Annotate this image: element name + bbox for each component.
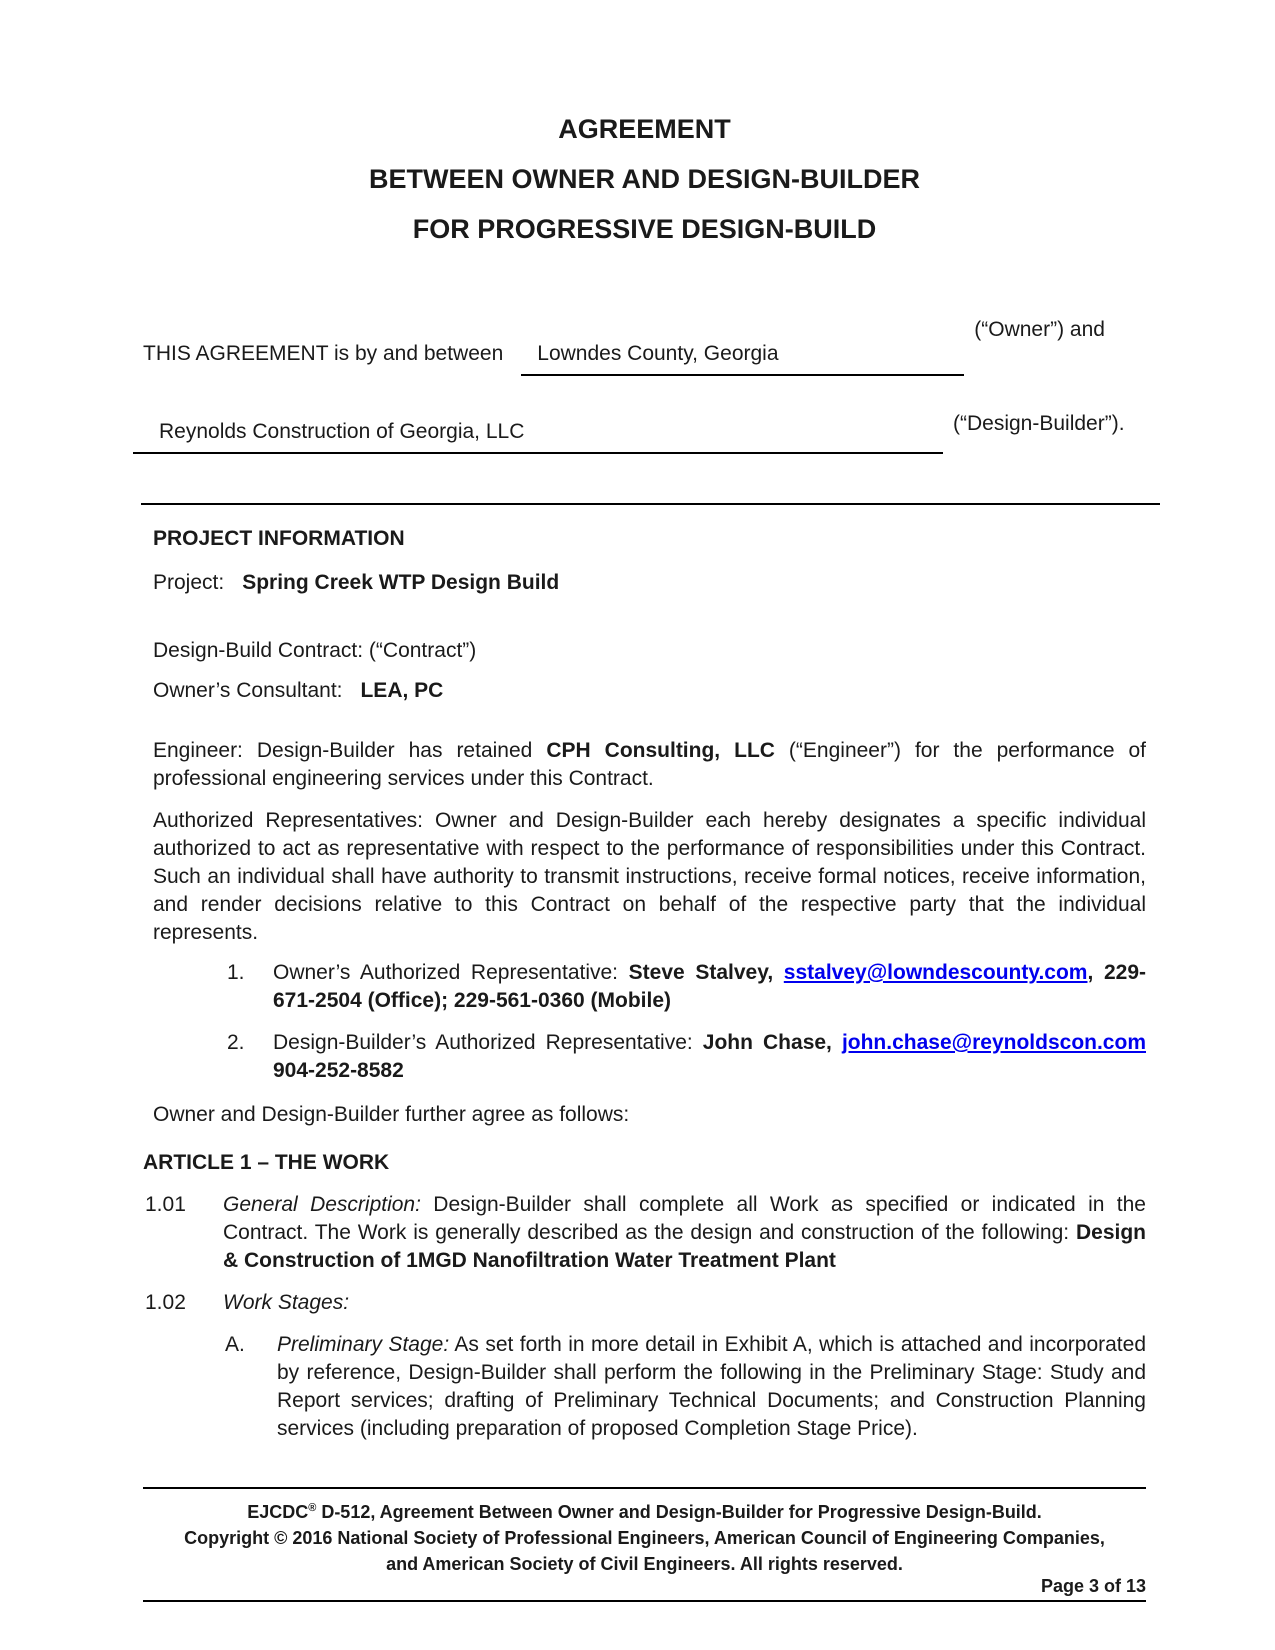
- owner-tag-label: (“Owner”) and: [974, 318, 1105, 341]
- section-number: 1.01: [145, 1193, 186, 1216]
- section-text: [223, 1191, 1146, 1275]
- owner-rep-email-link[interactable]: sstalvey@lowndescounty.com: [783, 961, 1088, 984]
- footer-line-2: Copyright © 2016 National Society of Professional Engineers, American Council of Engineering Companies,: [184, 1528, 1105, 1548]
- list-item-number: 1.: [227, 961, 245, 984]
- page-footer: [143, 1487, 1146, 1602]
- section-1-02-lead: Work Stages:: [223, 1291, 350, 1314]
- owner-rep-name: Steve Stalvey,: [628, 961, 784, 984]
- project-line: [153, 569, 1146, 597]
- subsection-a: [143, 1331, 1146, 1443]
- list-item-design-builder-rep: [143, 1029, 1146, 1085]
- section-text: [223, 1289, 1146, 1317]
- list-item-text: [273, 1029, 1146, 1085]
- section-1-02: [143, 1289, 1146, 1317]
- section-number: 1.02: [145, 1291, 186, 1314]
- footer-bottom-rule: [143, 1600, 1146, 1602]
- agreement-intro-text: THIS AGREEMENT is by and between: [143, 342, 504, 365]
- engineer-paragraph: [153, 737, 1146, 793]
- footer-line-3: and American Society of Civil Engineers. All rights reserved.: [386, 1554, 903, 1574]
- design-builder-tag-label: (“Design-Builder”).: [953, 412, 1125, 435]
- section-1-01-bold-tail: Design & Construction of 1MGD Nanofiltration Water Treatment Plant: [223, 1221, 1146, 1272]
- design-builder-rep-phone: 904-252-8582: [273, 1059, 404, 1082]
- title-line-1: AGREEMENT: [558, 114, 731, 144]
- section-1-01: [143, 1191, 1146, 1275]
- engineer-paragraph-pre: Engineer: Design-Builder has retained: [153, 739, 547, 762]
- article-1-heading: ARTICLE 1 – THE WORK: [143, 1151, 390, 1174]
- section-1-01-body: Design-Builder shall complete all Work as specified or indicated in the Contract. The Work is generally described as the design and construction of the following:: [223, 1193, 1146, 1244]
- list-item-owner-rep: [143, 959, 1146, 1015]
- list-item-number: 2.: [227, 1031, 245, 1054]
- design-builder-rep-email-link[interactable]: john.chase@reynoldscon.com: [841, 1031, 1146, 1054]
- owner-rep-label: Owner’s Authorized Representative:: [273, 961, 629, 984]
- agree-line: Owner and Design-Builder further agree as follows:: [153, 1103, 630, 1126]
- page-number: Page 3 of 13: [1040, 1576, 1146, 1596]
- list-item-text: [273, 959, 1146, 1015]
- consultant-name: LEA, PC: [360, 679, 444, 702]
- footer-line-1: [143, 1495, 1146, 1525]
- design-builder-rep-label: Design-Builder’s Authorized Representative:: [273, 1031, 703, 1054]
- design-builder-name-field: Reynolds Construction of Georgia, LLC: [133, 418, 943, 454]
- consultant-line: [153, 677, 1146, 705]
- project-information-heading: PROJECT INFORMATION: [153, 527, 405, 550]
- subsection-a-body: As set forth in more detail in Exhibit A, which is attached and incorporated by reference, Design-Builder shall perform the following in the Preliminary Stage: Study and Report services; drafting of Preliminary Technical Documents; and Construction Planning services (including preparation of proposed Completion Stage Price).: [277, 1333, 1146, 1440]
- subsection-letter: A.: [225, 1333, 245, 1356]
- section-divider-rule: [141, 503, 1160, 505]
- title-line-2: BETWEEN OWNER AND DESIGN-BUILDER: [369, 164, 920, 194]
- owner-rep-phones: , 229-671-2504 (Office); 229-561-0360 (Mobile): [273, 961, 1146, 1012]
- consultant-label: Owner’s Consultant:: [153, 679, 343, 702]
- authorized-reps-paragraph: Authorized Representatives: Owner and Design-Builder each hereby designates a specific individual authorized to act as representative with respect to the performance of responsibilities under this Contract. Such an individual shall have authority to transmit instructions, receive formal notices, receive information, and render decisions relative to this Contract on behalf of the respective party that the individual represents.: [153, 809, 1146, 944]
- parties-row-design-builder: [133, 410, 1146, 454]
- title-line-3: FOR PROGRESSIVE DESIGN-BUILD: [412, 214, 877, 244]
- project-name: Spring Creek WTP Design Build: [242, 571, 560, 594]
- registered-mark: ®: [308, 1502, 317, 1514]
- contract-line: Design-Build Contract: (“Contract”): [153, 639, 477, 662]
- engineer-firm-name: CPH Consulting, LLC: [546, 739, 775, 762]
- footer-brand: EJCDC: [247, 1502, 309, 1522]
- subsection-text: [277, 1331, 1146, 1443]
- owner-name-field: Lowndes County, Georgia: [521, 340, 964, 376]
- engineer-paragraph-post: (“Engineer”) for the performance of professional engineering services under this Contract.: [153, 739, 1146, 790]
- parties-row-owner: [143, 316, 1146, 376]
- document-title: [143, 112, 1146, 246]
- section-1-01-lead: General Description:: [223, 1193, 421, 1216]
- project-label: Project:: [153, 571, 225, 594]
- subsection-a-lead: Preliminary Stage:: [277, 1333, 450, 1356]
- design-builder-rep-name: John Chase,: [702, 1031, 842, 1054]
- footer-line-1-text: D-512, Agreement Between Owner and Design-Builder for Progressive Design-Build.: [316, 1502, 1042, 1522]
